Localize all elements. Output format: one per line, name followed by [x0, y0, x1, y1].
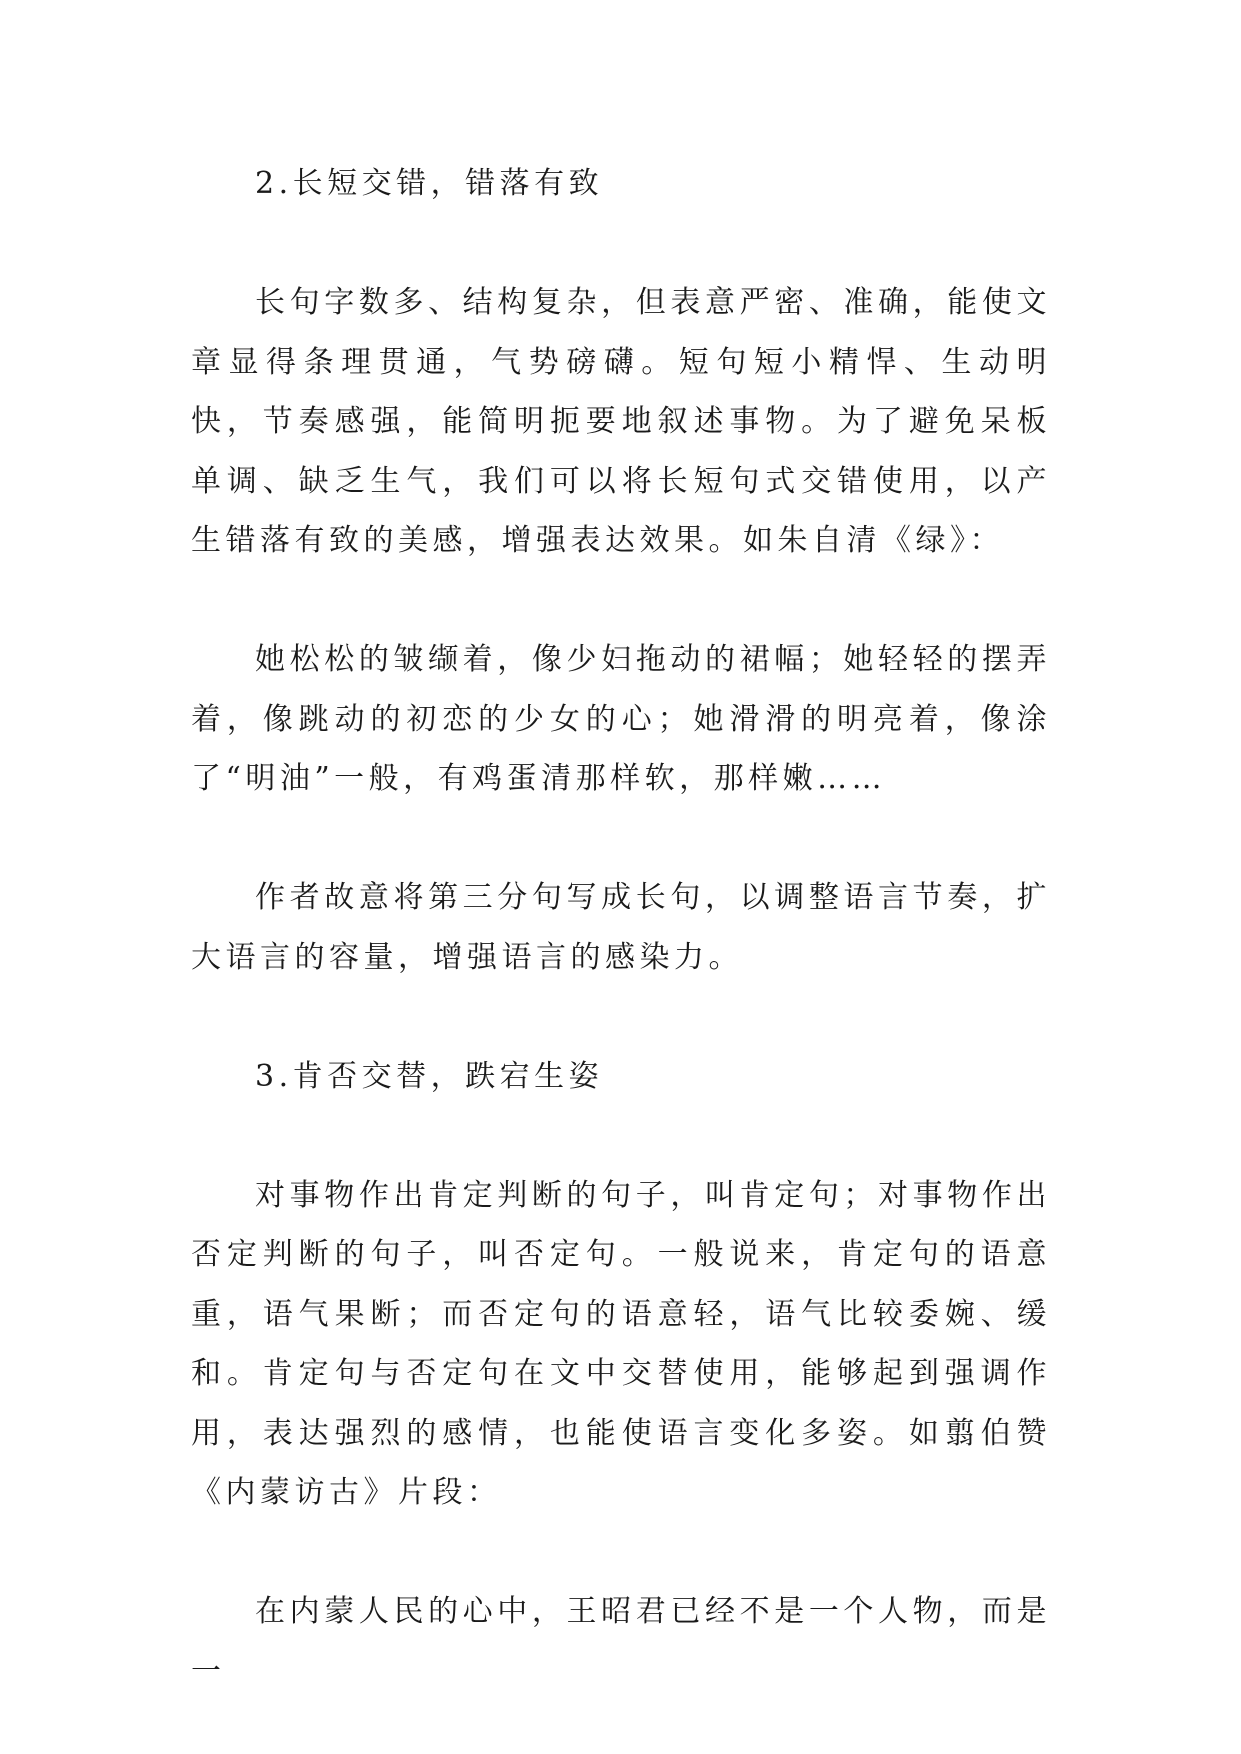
quoted-paragraph: 在内蒙人民的心中，王昭君已经不是一个人物，而是一 [191, 1594, 1051, 1689]
section-heading: 2.长短交错，错落有致 [255, 166, 604, 201]
body-paragraph: 作者故意将第三分句写成长句，以调整语言节奏，扩大语言的容量，增强语言的感染力。 [191, 880, 1051, 975]
section-heading: 3.肯否交替，跌宕生姿 [255, 1058, 604, 1094]
paragraph-gap [191, 1523, 1051, 1583]
quoted-paragraph: 她松松的皱缬着，像少妇拖动的裙幅；她轻轻的摆弄着，像跳动的初恋的少女的心；她滑滑的明亮着，像涂了“明油”一般，有鸡蛋清那样软，那样嫩…… [191, 642, 1051, 796]
document-body [191, 154, 1051, 1701]
paragraph-gap [191, 987, 1051, 1047]
body-paragraph: 对事物作出肯定判断的句子，叫肯定句；对事物作出否定判断的句子，叫否定句。一般说来，肯定句的语意重，语气果断；而否定句的语意轻，语气比较委婉、缓和。肯定句与否定句在文中交替使用，能够起到强调作用，表达强烈的感情，也能使语言变化多姿。如翦伯赞《内蒙访古》片段： [191, 1177, 1051, 1510]
body-paragraph: 长句字数多、结构复杂，但表意严密、准确，能使文章显得条理贯通，气势磅礴。短句短小精悍、生动明快，节奏感强，能简明扼要地叙述事物。为了避免呆板单调、缺乏生气，我们可以将长短句式交错使用，以产生错落有致的美感，增强表达效果。如朱自清《绿》： [191, 285, 1051, 558]
paragraph-gap [191, 214, 1051, 274]
paragraph-gap [191, 809, 1051, 869]
paragraph-gap [191, 1106, 1051, 1166]
paragraph-gap [191, 571, 1051, 631]
